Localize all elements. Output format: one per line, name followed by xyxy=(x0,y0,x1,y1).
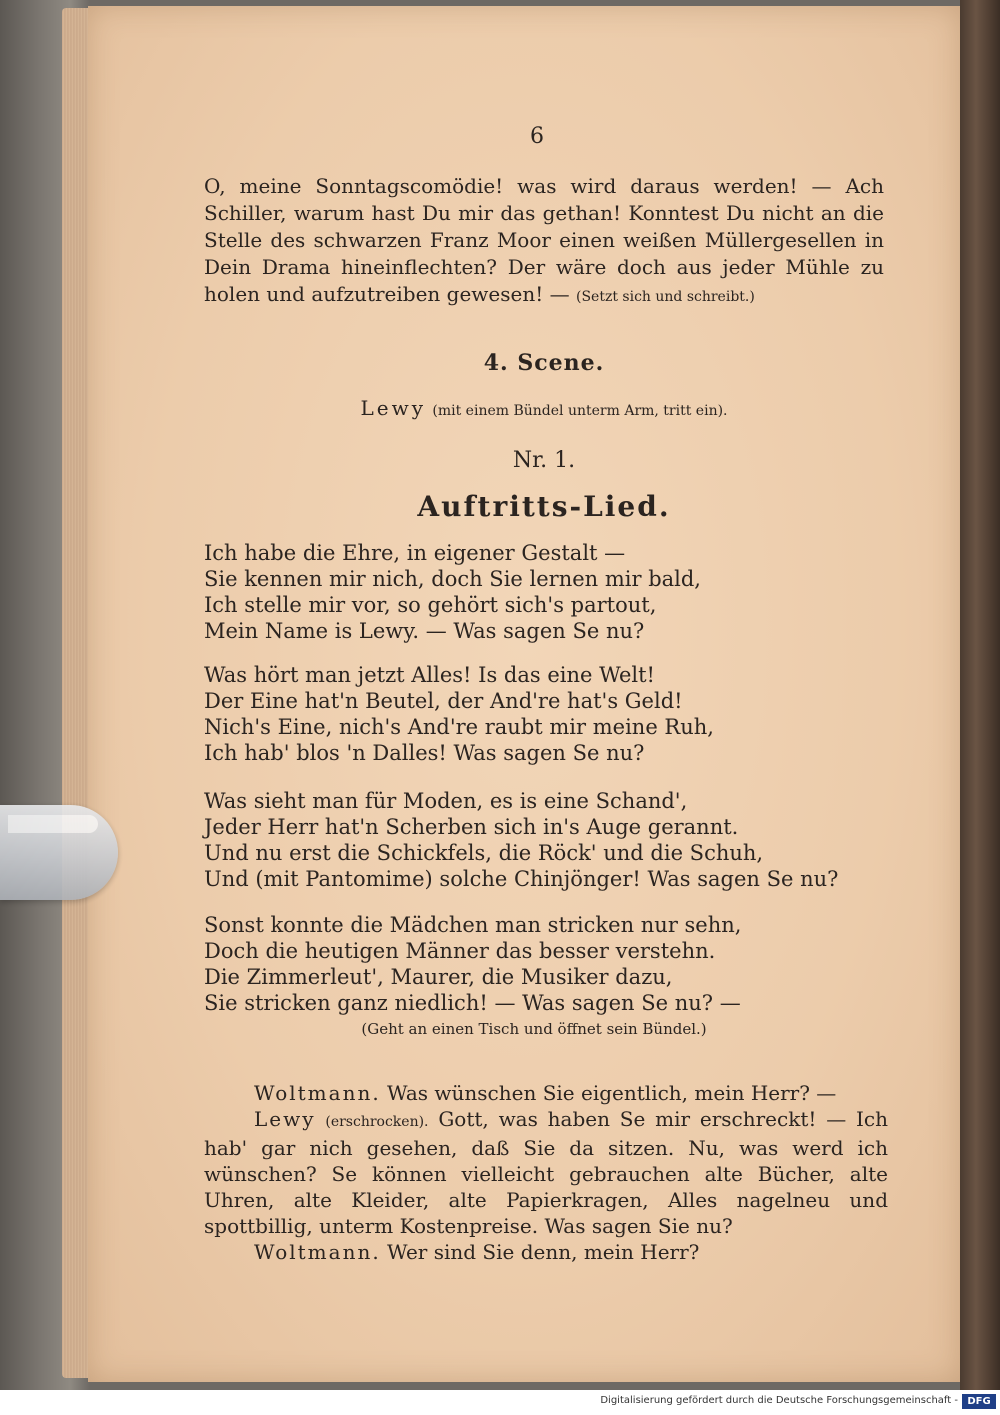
verse-line: Ich hab' blos 'n Dalles! Was sagen Se nu? xyxy=(204,741,645,765)
verse-line: Ich stelle mir vor, so gehört sich's partout, xyxy=(204,593,657,617)
verse-stage-direction: (Geht an einen Tisch und öffnet sein Bündel.) xyxy=(361,1020,707,1038)
speaker-direction: (erschrocken). xyxy=(325,1114,429,1130)
verse-3 xyxy=(204,788,884,892)
dfg-logo: DFG xyxy=(962,1394,996,1409)
verse-line: Jeder Herr hat'n Scherben sich in's Auge gerannt. xyxy=(204,815,739,839)
clip-highlight xyxy=(8,815,98,833)
scene-heading: 4. Scene. xyxy=(483,350,605,376)
page-holder-clip xyxy=(0,805,118,900)
dialogue-text: Gott, was haben Se mir erschreckt! — Ich hab' gar nich gesehen, daß Sie da sitzen. Nu, was werd ich wünschen? Se können vielleicht gebrauchen alte Bücher, alte Uhren, alte Kleider, alte Papierkragen, Alles nagelneu und spottbillig, unterm Kostenpreise. Was sagen Sie nu? xyxy=(204,1107,889,1238)
dialogue xyxy=(204,1080,888,1265)
book-spine xyxy=(960,0,1000,1390)
page-number: 6 xyxy=(530,124,544,149)
entry-line xyxy=(204,396,884,420)
intro-text: O, meine Sonntagscomödie! was wird daraus werden! — Ach Schiller, warum hast Du mir das gethan! Konntest Du nicht an die Stelle des schwarzen Franz Moor einen weißen Müllergesellen in Dein Drama hineinflechten? Der wäre doch aus jeder Mühle zu holen und aufzutreiben gewesen! — xyxy=(204,174,884,306)
verse-line: Mein Name is Lewy. — Was sagen Se nu? xyxy=(204,619,645,643)
verse-line: Ich habe die Ehre, in eigener Gestalt — xyxy=(204,541,626,565)
verse-line: Sonst konnte die Mädchen man stricken nur sehn, xyxy=(204,913,742,937)
verse-4 xyxy=(204,912,884,1016)
entry-name: Lewy xyxy=(360,396,427,420)
verse-line: Der Eine hat'n Beutel, der And're hat's Geld! xyxy=(204,689,683,713)
song-title: Auftritts-Lied. xyxy=(417,490,671,523)
speaker-name: Woltmann. xyxy=(254,1081,381,1105)
speaker-name: Lewy xyxy=(254,1107,316,1131)
footer-credit: Digitalisierung gefördert durch die Deutsche Forschungsgemeinschaft - xyxy=(600,1395,958,1406)
intro-stage-direction: (Setzt sich und schreibt.) xyxy=(575,289,755,305)
dialogue-line-2 xyxy=(204,1106,888,1239)
dialogue-line-1 xyxy=(204,1080,888,1106)
verse-line: Doch die heutigen Männer das besser verstehn. xyxy=(204,939,716,963)
dialogue-text: Wer sind Sie denn, mein Herr? xyxy=(387,1240,700,1264)
footer-bar xyxy=(0,1390,1000,1415)
intro-paragraph xyxy=(204,173,884,311)
number-heading: Nr. 1. xyxy=(512,448,576,473)
verse-line: Sie kennen mir nich, doch Sie lernen mir bald, xyxy=(204,567,701,591)
dialogue-line-3 xyxy=(204,1239,888,1265)
dialogue-text: Was wünschen Sie eigentlich, mein Herr? — xyxy=(387,1081,837,1105)
verse-line: Und nu erst die Schickfels, die Röck' und die Schuh, xyxy=(204,841,764,865)
verse-line: Die Zimmerleut', Maurer, die Musiker dazu, xyxy=(204,965,673,989)
speaker-name: Woltmann. xyxy=(254,1240,381,1264)
verse-line: Was hört man jetzt Alles! Is das eine Welt! xyxy=(204,663,655,687)
verse-line: Was sieht man für Moden, es is eine Schand', xyxy=(204,789,688,813)
verse-line: Und (mit Pantomime) solche Chinjönger! Was sagen Se nu? xyxy=(204,867,839,891)
verse-1 xyxy=(204,540,884,644)
verse-2 xyxy=(204,662,884,766)
entry-direction: (mit einem Bündel unterm Arm, tritt ein). xyxy=(432,403,728,419)
verse-line: Sie stricken ganz niedlich! — Was sagen Se nu? — xyxy=(204,991,741,1015)
verse-line: Nich's Eine, nich's And're raubt mir meine Ruh, xyxy=(204,715,714,739)
